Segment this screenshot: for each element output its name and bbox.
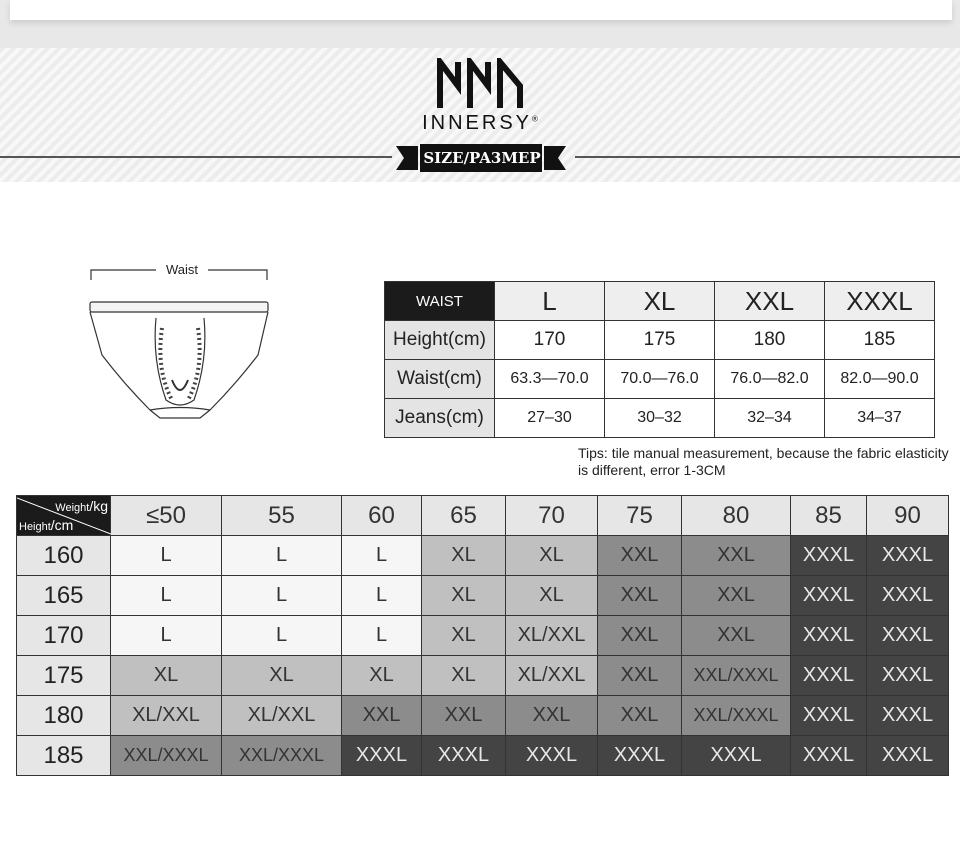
height-value-xxl: 180: [715, 321, 825, 360]
size-cell: L: [342, 536, 422, 576]
size-cell: L: [111, 616, 222, 656]
waist-header-cell: WAIST: [385, 282, 495, 321]
size-cell: XL: [422, 656, 506, 696]
weight-header-cell: 55: [222, 496, 342, 536]
height-row-label: Height(cm): [385, 321, 495, 360]
size-cell: XXL: [598, 576, 682, 616]
header-rule-right: [575, 156, 960, 158]
size-header-xxl: XXL: [715, 282, 825, 321]
weight-label-text: Weight: [55, 502, 90, 514]
size-cell: XL/XXL: [111, 696, 222, 736]
size-cell: XXXL: [682, 736, 791, 776]
table-row: [17, 736, 949, 776]
size-cell: XXL: [342, 696, 422, 736]
height-value-xl: 175: [605, 321, 715, 360]
height-row: [385, 321, 935, 360]
size-cell: L: [111, 536, 222, 576]
jeans-value-l: 27–30: [495, 399, 605, 438]
measurement-tips: Tips: tile manual measurement, because the fabric elasticity is different, error 1-3CM: [578, 445, 949, 478]
size-header-l: L: [495, 282, 605, 321]
top-card: [10, 0, 952, 20]
size-cell: XXL: [422, 696, 506, 736]
size-measurement-table: [384, 281, 935, 438]
size-cell: XL: [342, 656, 422, 696]
size-cell: XXL/XXXL: [682, 656, 791, 696]
height-cell: 165: [17, 576, 111, 616]
weight-header-cell: 60: [342, 496, 422, 536]
brand-name-text: INNERSY: [422, 112, 532, 134]
weight-header-cell: 75: [598, 496, 682, 536]
table-row: [17, 656, 949, 696]
size-cell: XXXL: [867, 536, 949, 576]
size-cell: XXL: [506, 696, 598, 736]
size-cell: L: [342, 616, 422, 656]
waist-value-xxl: 76.0—82.0: [715, 360, 825, 399]
height-unit-text: /cm: [50, 517, 74, 533]
size-cell: XXXL: [791, 736, 867, 776]
height-value-l: 170: [495, 321, 605, 360]
size-cell: XXL: [682, 616, 791, 656]
size-cell: XL: [422, 576, 506, 616]
size-cell: XXL/XXXL: [111, 736, 222, 776]
weight-header-cell: 90: [867, 496, 949, 536]
height-cm-label: [19, 517, 73, 533]
size-cell: XXXL: [791, 616, 867, 656]
size-cell: XXXL: [791, 576, 867, 616]
size-cell: XXXL: [342, 736, 422, 776]
weight-kg-label: [55, 498, 108, 514]
size-cell: XXL: [682, 536, 791, 576]
jeans-value-xxxl: 34–37: [825, 399, 935, 438]
size-cell: L: [342, 576, 422, 616]
weight-height-corner: [17, 496, 111, 536]
waist-value-l: 63.3—70.0: [495, 360, 605, 399]
table-row: [17, 576, 949, 616]
size-cell: L: [222, 536, 342, 576]
size-cell: XXXL: [506, 736, 598, 776]
size-header-xl: XL: [605, 282, 715, 321]
top-panel: [0, 0, 960, 48]
jeans-row-label: Jeans(cm): [385, 399, 495, 438]
waist-value-xl: 70.0—76.0: [605, 360, 715, 399]
weight-header-cell: 80: [682, 496, 791, 536]
waist-row-label: Waist(cm): [385, 360, 495, 399]
weight-header-row: [17, 496, 949, 536]
size-cell: L: [222, 616, 342, 656]
size-cell: XXXL: [867, 576, 949, 616]
size-header-row: [385, 282, 935, 321]
size-cell: XXXL: [867, 656, 949, 696]
size-cell: XXXL: [791, 536, 867, 576]
weight-header-cell: 65: [422, 496, 506, 536]
size-cell: XXXL: [791, 696, 867, 736]
size-cell: XL: [111, 656, 222, 696]
size-cell: XL/XXL: [222, 696, 342, 736]
jeans-row: [385, 399, 935, 438]
size-cell: XL/XXL: [506, 656, 598, 696]
size-cell: XL: [422, 616, 506, 656]
jeans-value-xl: 30–32: [605, 399, 715, 438]
waist-row: [385, 360, 935, 399]
size-cell: XXL: [682, 576, 791, 616]
table-row: [17, 536, 949, 576]
size-cell: XL: [506, 536, 598, 576]
size-cell: XXXL: [791, 656, 867, 696]
weight-header-cell: ≤50: [111, 496, 222, 536]
waist-label: Waist: [156, 262, 208, 277]
size-cell: XXL: [598, 656, 682, 696]
weight-height-size-table: [16, 495, 949, 776]
size-cell: XL: [422, 536, 506, 576]
height-value-xxxl: 185: [825, 321, 935, 360]
size-cell: L: [111, 576, 222, 616]
size-cell: XXXL: [598, 736, 682, 776]
size-cell: XXXL: [867, 696, 949, 736]
height-cell: 175: [17, 656, 111, 696]
weight-header-cell: 70: [506, 496, 598, 536]
header-rule-left: [0, 156, 392, 158]
size-cell: XXXL: [867, 616, 949, 656]
brand-name: [400, 112, 560, 135]
weight-unit-text: /kg: [89, 498, 108, 514]
size-cell: XXL/XXXL: [222, 736, 342, 776]
height-cell: 180: [17, 696, 111, 736]
size-cell: XXXL: [867, 736, 949, 776]
brand-logo-icon: [436, 58, 524, 110]
size-cell: XXL: [598, 696, 682, 736]
registered-mark: ®: [532, 114, 538, 124]
size-cell: XXL: [598, 536, 682, 576]
size-cell: XXXL: [422, 736, 506, 776]
height-cell: 160: [17, 536, 111, 576]
table-row: [17, 696, 949, 736]
height-label-text: Height: [19, 521, 51, 533]
waist-value-xxxl: 82.0—90.0: [825, 360, 935, 399]
underwear-illustration-icon: [80, 260, 280, 430]
size-cell: XL/XXL: [506, 616, 598, 656]
size-cell: L: [222, 576, 342, 616]
size-cell: XL: [506, 576, 598, 616]
jeans-value-xxl: 32–34: [715, 399, 825, 438]
size-cell: XL: [222, 656, 342, 696]
size-cell: XXL/XXXL: [682, 696, 791, 736]
weight-header-cell: 85: [791, 496, 867, 536]
size-header-xxxl: XXXL: [825, 282, 935, 321]
size-banner-text: SIZE/PA3MEP: [423, 149, 541, 167]
size-cell: XXL: [598, 616, 682, 656]
height-cell: 170: [17, 616, 111, 656]
table-row: [17, 616, 949, 656]
height-cell: 185: [17, 736, 111, 776]
